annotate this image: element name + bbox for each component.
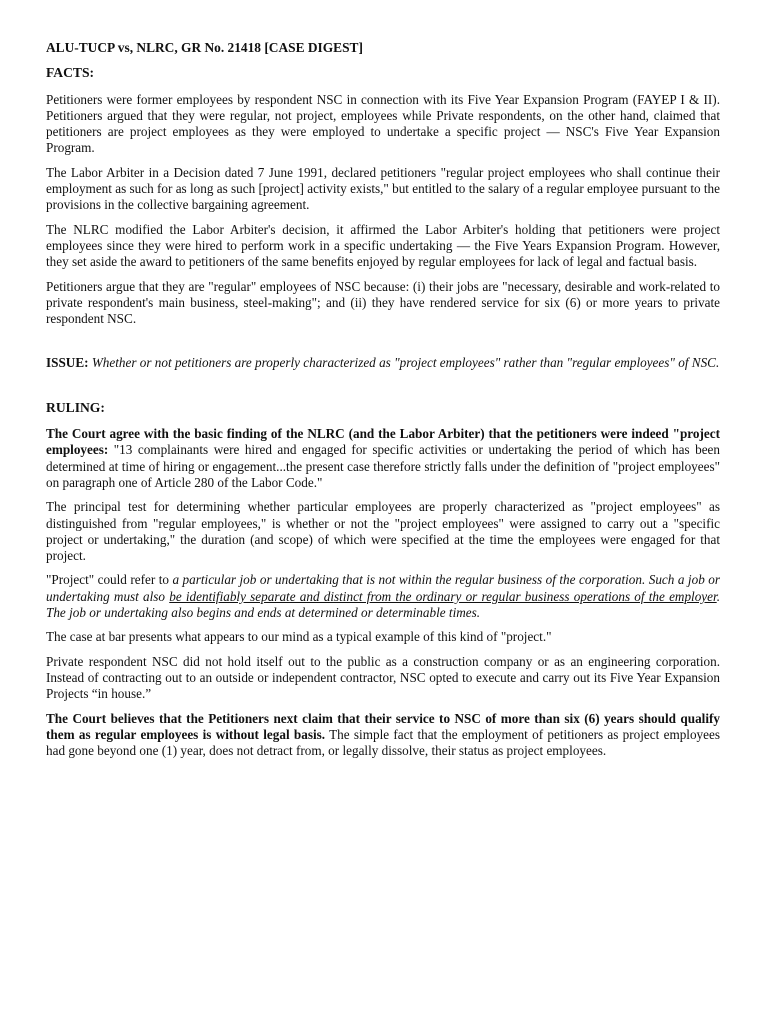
ruling-paragraph-4: The case at bar presents what appears to our mind as a typical example of this kind of "project." — [46, 629, 552, 645]
facts-paragraph-4: Petitioners argue that they are "regular" employees of NSC because: (i) their jobs are "necessary, desirable and work-related to private respondent's main business, steel-making"; and (ii) they have rendered service for six (6) or more years to private respondent NSC. — [46, 278, 720, 327]
ruling-paragraph-1 — [46, 426, 720, 491]
issue-text: Whether or not petitioners are properly characterized as "project employees" rather than "regular employees" of NSC. — [91, 355, 720, 371]
ruling-p6-bold: The Court believes that the Petitioners next claim that their service to NSC of more than six (6) years should qualify them as regular employees is without legal basis. — [46, 710, 720, 742]
document-page — [46, 40, 720, 767]
facts-paragraph-2: The Labor Arbiter in a Decision dated 7 June 1991, declared petitioners "regular project employees who shall continue their employment as such for as long as such [project] activity exists," but entitled to the salary of a regular employee pursuant to the provisions in the collective bargaining agreement. — [46, 164, 720, 213]
issue-paragraph — [46, 355, 720, 371]
ruling-p3-c: be identifiably separate and distinct from the ordinary or regular business operations of the employer — [169, 588, 717, 604]
ruling-p3-d: . The job or undertaking also begins and ends at determined or determinable times. — [46, 588, 720, 621]
ruling-p1-bold: The Court agree with the basic finding of the NLRC (and the Labor Arbiter) that the petitioners were indeed "project employees: — [46, 426, 720, 458]
facts-paragraph-1: Petitioners were former employees by respondent NSC in connection with its Five Year Expansion Program (FAYEP I & II). Petitioners argued that they were regular, not project, employees while Private respondents, on the other hand, claimed that petitioners are project employees as they were employed to undertake a specific project — NSC's Five Year Expansion Program. — [46, 91, 720, 156]
facts-heading: FACTS: — [46, 65, 95, 81]
issue-label: ISSUE: — [46, 355, 89, 371]
facts-paragraph-3: The NLRC modified the Labor Arbiter's decision, it affirmed the Labor Arbiter's holding that petitioners were project employees since they were hired to perform work in a specific undertaking — the Five Years Expansion Program. However, they set aside the award to petitioners of the same benefits enjoyed by regular employees for lack of legal and factual basis. — [46, 221, 720, 270]
ruling-p1-rest: "13 complainants were hired and engaged for specific activities or undertaking the period of which has been determined at time of hiring or engagement...the present case therefore strictly falls under the definition of "project employees" on paragraph one of Article 280 of the Labor Code." — [46, 442, 720, 490]
ruling-paragraph-5: Private respondent NSC did not hold itself out to the public as a construction company or as an engineering corporation. Instead of contracting out to an outside or independent contractor, NSC opted to execute and carry out its Five Year Expansion Projects “in house.” — [46, 653, 720, 702]
ruling-paragraph-2: The principal test for determining whether particular employees are properly characterized as "project employees" as distinguished from "regular employees," is whether or not the "project employees" were assigned to carry out a "specific project or undertaking," the duration (and scope) of which were specified at the time the employees were engaged for that project. — [46, 499, 720, 564]
document-title: ALU-TUCP vs, NLRC, GR No. 21418 [CASE DIGEST] — [46, 40, 363, 55]
ruling-p6-rest: The simple fact that the employment of petitioners as project employees had gone beyond one (1) year, does not detract from, or legally dissolve, their status as project employees. — [46, 726, 720, 759]
ruling-paragraph-6 — [46, 711, 720, 760]
ruling-p3-b: a particular job or undertaking that is not within the regular business of the corporation. Such a job or undertaking must also — [46, 572, 720, 604]
ruling-paragraph-3 — [46, 572, 720, 621]
ruling-heading: RULING: — [46, 399, 105, 415]
ruling-p3-a: "Project" could refer to — [46, 572, 173, 588]
